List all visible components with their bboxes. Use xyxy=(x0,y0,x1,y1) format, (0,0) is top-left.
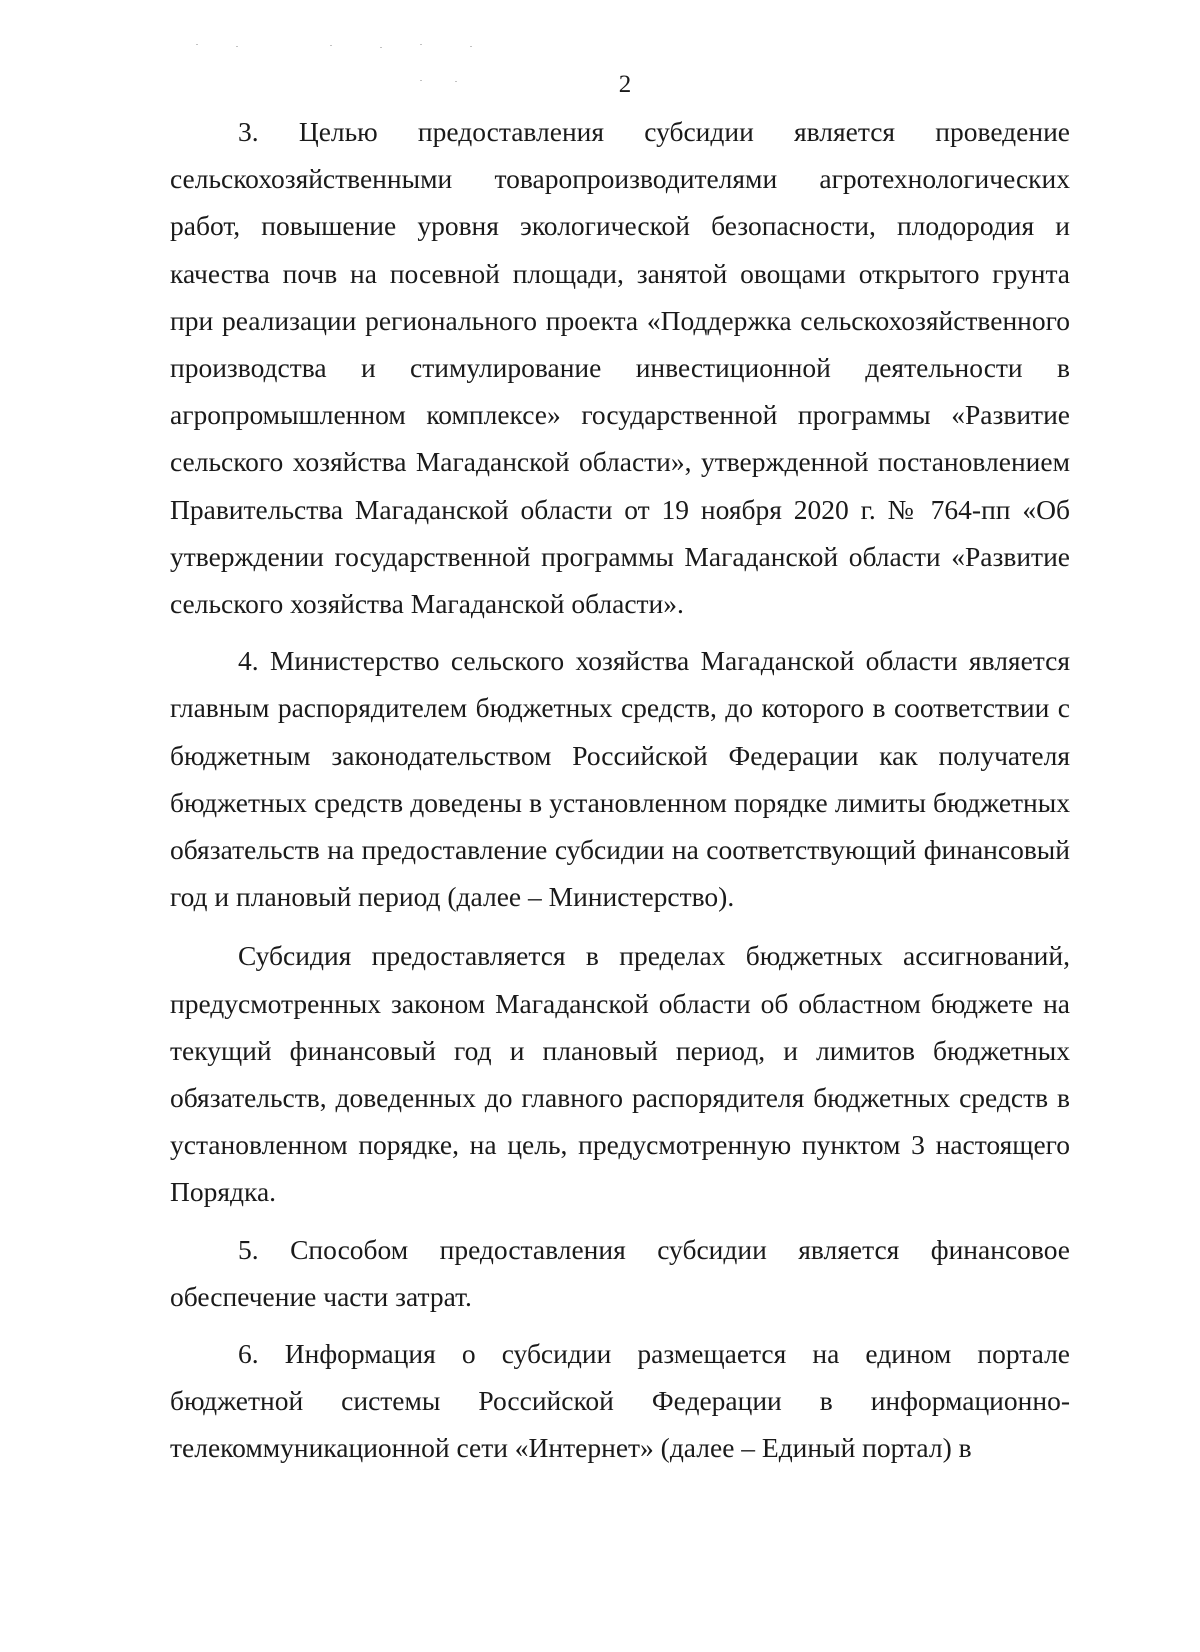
scan-speck xyxy=(236,46,238,47)
scan-speck xyxy=(330,45,332,46)
page-number: 2 xyxy=(618,71,632,98)
scan-speck xyxy=(420,44,422,45)
paragraph-4: 4. Министерство сельского хозяйства Магаданской области является главным распорядителем бюджетных средств, до которого в соответствии с бюджетным законодательством Российской Федерации как получателя бюджетных средств доведены в установленном порядке лимиты бюджетных обязательств на предоставление субсидии на соответствующий финансовый год и плановый период (далее – Министерство). xyxy=(170,645,1070,913)
scan-speck xyxy=(470,46,472,47)
scan-speck xyxy=(380,47,382,48)
paragraph-6: 6. Информация о субсидии размещается на едином портале бюджетной системы Российской Федерации в информационно-телекоммуникационной сети «Интернет» (далее – Единый портал) в xyxy=(170,1338,1070,1464)
paragraph-3: 3. Целью предоставления субсидии является проведение сельскохозяйственными товаропроизводителями агротехнологических работ, повышение уровня экологической безопасности, плодородия и качества почв на посевной площади, занятой овощами открытого грунта при реализации регионального проекта «Поддержка сельскохозяйственного производства и стимулирование инвестиционной деятельности в агропромышленном комплексе» государственной программы «Развитие сельского хозяйства Магаданской области», утвержденной постановлением Правительства Магаданской области от 19 ноября 2020 г. № 764-пп «Об утверждении государственной программы Магаданской области «Развитие сельского хозяйства Магаданской области». xyxy=(170,116,1070,620)
paragraph-subsidy-limits: Субсидия предоставляется в пределах бюджетных ассигнований, предусмотренных законом Магаданской области об областном бюджете на текущий финансовый год и плановый период, и лимитов бюджетных обязательств, доведенных до главного распорядителя бюджетных средств в установленном порядке, на цель, предусмотренную пунктом 3 настоящего Порядка. xyxy=(170,940,1070,1208)
scan-speck xyxy=(196,44,198,45)
paragraph-5: 5. Способом предоставления субсидии является финансовое обеспечение части затрат. xyxy=(170,1233,1070,1312)
document-body xyxy=(170,108,1070,1472)
